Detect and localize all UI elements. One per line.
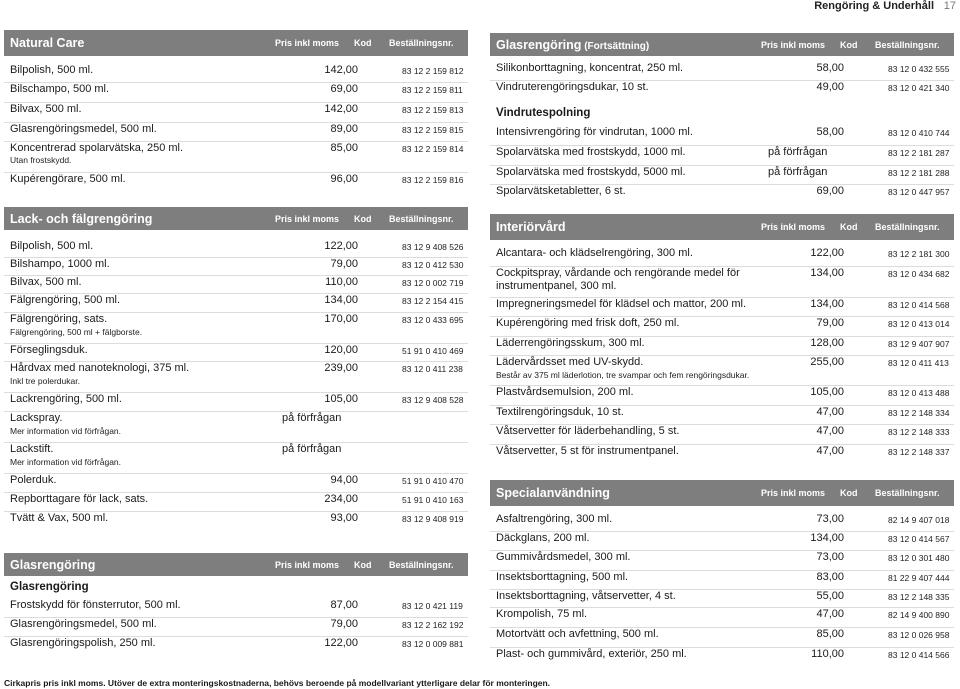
product-price: 47,00 — [816, 406, 844, 418]
product-row — [4, 344, 468, 362]
product-row — [4, 313, 468, 344]
section-title — [496, 38, 649, 52]
product-price: 47,00 — [816, 425, 844, 437]
product-note: Mer information vid förfrågan. — [10, 457, 122, 467]
order-number: 83 12 0 411 413 — [888, 358, 949, 368]
product-price: på förfrågan — [768, 166, 828, 178]
page-number: 17 — [943, 0, 956, 12]
product-price: 85,00 — [330, 142, 358, 154]
product-price: 79,00 — [330, 618, 358, 630]
product-name: Alcantara- och klädselrengöring, 300 ml. — [496, 247, 693, 259]
product-price: 69,00 — [330, 83, 358, 95]
section-title — [10, 212, 152, 226]
product-row — [490, 445, 954, 463]
product-price: 87,00 — [330, 599, 358, 611]
product-row — [490, 356, 954, 386]
product-price: 170,00 — [324, 313, 358, 325]
order-number: 83 12 0 002 719 — [402, 278, 464, 288]
product-row — [4, 258, 468, 276]
product-name: Spolarvätsketabletter, 6 st. — [496, 185, 626, 197]
product-name: Insektsborttagning, 500 ml. — [496, 571, 629, 583]
product-price: 85,00 — [816, 628, 844, 640]
order-number: 83 12 2 159 813 — [402, 105, 464, 115]
product-price: på förfrågan — [282, 412, 342, 424]
order-number: 83 12 0 414 567 — [888, 534, 950, 544]
product-price: 122,00 — [810, 247, 844, 259]
product-price: 142,00 — [324, 64, 358, 76]
product-price: 122,00 — [324, 637, 358, 649]
product-name: Våtservetter för läderbehandling, 5 st. — [496, 425, 680, 437]
product-row — [4, 294, 468, 313]
product-name: Tvätt & Vax, 500 ml. — [10, 512, 109, 524]
section-title-text: Interiörvård — [496, 220, 566, 234]
price-column-header: Pris inkl moms — [761, 39, 826, 50]
product-row — [490, 571, 954, 590]
product-note: Består av 375 ml läderlotion, tre svampar och fem rengöringsdukar. — [496, 370, 750, 380]
product-price: 49,00 — [816, 81, 844, 93]
product-price: 128,00 — [810, 337, 844, 349]
product-row — [4, 618, 468, 637]
product-name: Intensivrengöring för vindrutan, 1000 ml. — [496, 126, 693, 138]
product-row — [490, 551, 954, 571]
product-row — [4, 173, 468, 190]
section-title-text: Natural Care — [10, 36, 85, 50]
product-name: Asfaltrengöring, 300 ml. — [496, 513, 613, 525]
section-title — [496, 220, 565, 234]
section-header — [4, 207, 468, 230]
product-name: Bilpolish, 500 ml. — [10, 64, 94, 76]
product-note: Inkl tre polerdukar. — [10, 376, 80, 386]
product-name: Polerduk. — [10, 474, 57, 486]
product-row — [4, 142, 468, 173]
section-header — [490, 214, 954, 240]
order-number: 83 12 0 414 568 — [888, 300, 950, 310]
product-note: Mer information vid förfrågan. — [10, 426, 122, 436]
product-row — [4, 512, 468, 530]
order-column-header: Beställningsnr. — [389, 559, 454, 570]
product-name: Bilvax, 500 ml. — [10, 103, 82, 115]
section-title-text: Lack- och fälgrengöring — [10, 211, 153, 226]
order-number: 83 12 2 148 333 — [888, 427, 950, 437]
order-column-header: Beställningsnr. — [389, 38, 454, 48]
product-row — [490, 608, 954, 628]
product-name: Motortvätt och avfettning, 500 ml. — [496, 628, 659, 640]
product-row — [4, 474, 468, 493]
product-row — [4, 599, 468, 618]
order-number: 83 12 2 181 300 — [888, 249, 950, 259]
product-price: 110,00 — [325, 276, 358, 288]
order-number: 81 22 9 407 444 — [888, 573, 950, 583]
product-row — [4, 493, 468, 512]
product-price: 93,00 — [330, 512, 358, 524]
code-column-header: Kod — [354, 213, 372, 224]
product-name: Glasrengöringspolish, 250 ml. — [10, 637, 156, 649]
section-title-text: Glasrengöring — [10, 557, 96, 572]
product-name: Hårdvax med nanoteknologi, 375 ml. — [10, 362, 190, 374]
order-number: 83 12 0 413 014 — [888, 319, 950, 329]
order-column-header: Beställningsnr. — [875, 222, 940, 232]
order-number: 83 12 2 159 812 — [402, 66, 464, 76]
footer-note: Cirkapris pris inkl moms. Utöver de extra monteringskostnaderna, behövs beroende på modellvariant ytterligare delar för monteringen. — [4, 678, 551, 688]
order-number: 83 12 0 026 958 — [888, 630, 950, 640]
section-title-text: Specialanvändning — [496, 486, 610, 500]
product-row — [490, 425, 954, 445]
product-row — [4, 393, 468, 412]
product-name: Bilschampo, 500 ml. — [10, 83, 110, 95]
product-name: Läderrengöringsskum, 300 ml. — [496, 337, 645, 349]
section-natural_care — [4, 30, 468, 185]
product-row — [4, 276, 468, 294]
order-number: 83 12 9 408 528 — [402, 395, 464, 405]
code-column-header: Kod — [840, 222, 858, 232]
section-header — [4, 553, 468, 576]
price-column-header: Pris inkl moms — [275, 213, 340, 224]
product-row — [490, 532, 954, 551]
product-price: 134,00 — [810, 298, 844, 310]
order-number: 83 12 0 412 530 — [402, 260, 464, 270]
product-row — [4, 64, 468, 83]
product-name: Insektsborttagning, våtservetter, 4 st. — [496, 590, 676, 602]
product-row — [4, 637, 468, 655]
order-number: 83 12 0 434 682 — [888, 269, 950, 279]
product-name: Cockpitspray, vårdande och rengörande medel för instrumentpanel, 300 ml. — [496, 267, 740, 292]
order-number: 51 91 0 410 163 — [402, 495, 464, 505]
product-name: Textilrengöringsduk, 10 st. — [496, 406, 624, 418]
price-column-header: Pris inkl moms — [761, 488, 826, 498]
product-price: 89,00 — [330, 123, 358, 135]
product-name: Våtservetter, 5 st för instrumentpanel. — [496, 445, 679, 457]
product-name: Kupérengöring med frisk doft, 250 ml. — [496, 317, 680, 329]
order-number: 83 12 9 408 526 — [402, 242, 464, 252]
section-header — [490, 480, 954, 506]
product-price: 58,00 — [816, 62, 844, 74]
price-column-header: Pris inkl moms — [275, 559, 340, 570]
product-name: Bilpolish, 500 ml. — [10, 240, 94, 252]
subheading-row — [490, 107, 954, 123]
section-title — [10, 36, 84, 50]
product-name: Plastvårdsemulsion, 200 ml. — [496, 386, 634, 398]
order-number: 83 12 2 162 192 — [402, 620, 464, 630]
product-row — [4, 103, 468, 123]
order-number: 83 12 9 407 907 — [888, 339, 950, 349]
product-price: 142,00 — [324, 103, 358, 115]
section-title — [10, 558, 95, 572]
product-price: på förfrågan — [768, 146, 828, 158]
product-row — [490, 166, 954, 185]
order-number: 83 12 2 181 287 — [888, 148, 950, 158]
order-number: 83 12 2 148 335 — [888, 592, 950, 602]
subheading: Glasrengöring — [10, 581, 89, 593]
order-number: 83 12 0 432 555 — [888, 64, 950, 74]
product-name: Förseglingsduk. — [10, 344, 88, 356]
product-row — [490, 62, 954, 81]
product-name: Glasrengöringsmedel, 500 ml. — [10, 123, 157, 135]
product-price: på förfrågan — [282, 443, 342, 455]
product-row — [4, 443, 468, 474]
page-title: Rengöring & Underhåll — [814, 0, 934, 12]
order-number: 83 12 0 421 340 — [888, 83, 950, 93]
section-interior — [490, 214, 954, 457]
product-name: Repborttagare för lack, sats. — [10, 493, 149, 505]
order-number: 83 12 0 433 695 — [402, 315, 464, 325]
subheading: Vindrutespolning — [496, 107, 591, 119]
product-price: 94,00 — [330, 474, 358, 486]
order-number: 82 14 9 400 890 — [888, 610, 950, 620]
product-price: 96,00 — [330, 173, 358, 185]
order-number: 83 12 0 421 119 — [402, 601, 463, 611]
product-row — [4, 240, 468, 258]
order-number: 51 91 0 410 470 — [402, 476, 464, 486]
product-name: Lackrengöring, 500 ml. — [10, 393, 122, 405]
order-number: 83 12 2 148 334 — [888, 408, 950, 418]
order-number: 83 12 2 154 415 — [402, 296, 464, 306]
product-name: Spolarvätska med frostskydd, 1000 ml. — [496, 146, 686, 158]
product-row — [490, 628, 954, 648]
section-header — [490, 33, 954, 56]
order-number: 51 91 0 410 469 — [402, 346, 464, 356]
product-row — [490, 590, 954, 608]
order-number: 83 12 0 447 957 — [888, 187, 950, 197]
product-price: 255,00 — [810, 356, 844, 368]
product-name: Lädervårdsset med UV-skydd. — [496, 356, 644, 368]
product-price: 122,00 — [324, 240, 358, 252]
subheading-row — [4, 581, 468, 597]
product-price: 79,00 — [816, 317, 844, 329]
product-name: Impregneringsmedel för klädsel och mattor, 200 ml. — [496, 298, 747, 310]
product-row — [490, 185, 954, 203]
code-column-header: Kod — [840, 39, 858, 50]
section-title-text: Glasrengöring — [496, 37, 582, 52]
product-name: Koncentrerad spolarvätska, 250 ml. — [10, 142, 184, 154]
product-price: 73,00 — [816, 551, 844, 563]
product-name: Gummivårdsmedel, 300 ml. — [496, 551, 631, 563]
product-row — [4, 362, 468, 393]
order-column-header: Beställningsnr. — [875, 488, 940, 498]
code-column-header: Kod — [840, 488, 858, 498]
order-number: 83 12 0 009 881 — [402, 639, 464, 649]
product-note: Fälgrengöring, 500 ml + fälgborste. — [10, 327, 143, 337]
section-glas_cont — [490, 33, 954, 197]
product-row — [490, 648, 954, 665]
page-header — [0, 0, 960, 15]
product-price: 234,00 — [324, 493, 358, 505]
order-number: 83 12 2 159 816 — [402, 175, 464, 185]
product-price: 73,00 — [816, 513, 844, 525]
section-header — [4, 30, 468, 56]
product-name: Silikonborttagning, koncentrat, 250 ml. — [496, 62, 684, 74]
order-number: 83 12 2 159 811 — [402, 85, 463, 95]
product-price: 55,00 — [816, 590, 844, 602]
product-name: Glasrengöringsmedel, 500 ml. — [10, 618, 157, 630]
product-row — [490, 406, 954, 425]
product-price: 239,00 — [324, 362, 358, 374]
order-number: 83 12 0 301 480 — [888, 553, 950, 563]
price-column-header: Pris inkl moms — [761, 222, 826, 232]
product-price: 105,00 — [324, 393, 358, 405]
order-number: 83 12 0 413 488 — [888, 388, 950, 398]
product-row — [490, 386, 954, 406]
product-price: 105,00 — [810, 386, 844, 398]
product-price: 110,00 — [811, 648, 844, 660]
code-column-header: Kod — [354, 559, 372, 570]
product-name: Däckglans, 200 ml. — [496, 532, 590, 544]
order-number: 83 12 0 411 238 — [402, 364, 463, 374]
code-column-header: Kod — [354, 38, 372, 48]
product-price: 47,00 — [816, 608, 844, 620]
product-row — [490, 298, 954, 317]
product-name: Lackspray. — [10, 412, 63, 424]
product-name: Bilvax, 500 ml. — [10, 276, 82, 288]
product-name: Spolarvätska med frostskydd, 5000 ml. — [496, 166, 686, 178]
order-number: 83 12 2 181 288 — [888, 168, 950, 178]
product-row — [4, 412, 468, 443]
order-number: 83 12 9 408 919 — [402, 514, 464, 524]
product-name: Krompolish, 75 ml. — [496, 608, 588, 620]
product-name: Vindruterengöringsdukar, 10 st. — [496, 81, 649, 93]
product-row — [4, 83, 468, 103]
product-name: Kupérengörare, 500 ml. — [10, 173, 126, 185]
product-row — [490, 317, 954, 337]
product-row — [490, 81, 954, 99]
section-title-suffix: (Fortsättning) — [581, 40, 650, 52]
product-price: 134,00 — [810, 532, 844, 544]
product-name: Fälgrengöring, sats. — [10, 313, 108, 325]
product-price: 83,00 — [816, 571, 844, 583]
product-row — [490, 126, 954, 146]
order-number: 83 12 2 148 337 — [888, 447, 950, 457]
order-number: 83 12 2 159 815 — [402, 125, 464, 135]
order-number: 83 12 0 414 566 — [888, 650, 950, 660]
price-column-header: Pris inkl moms — [275, 38, 340, 48]
product-name: Lackstift. — [10, 443, 54, 455]
product-price: 69,00 — [816, 185, 844, 197]
product-price: 134,00 — [324, 294, 358, 306]
product-price: 120,00 — [324, 344, 358, 356]
section-lack — [4, 207, 468, 524]
product-row — [490, 146, 954, 166]
product-row — [4, 123, 468, 142]
order-number: 83 12 2 159 814 — [402, 144, 464, 154]
section-title — [496, 486, 610, 500]
product-name: Frostskydd för fönsterrutor, 500 ml. — [10, 599, 181, 611]
product-row — [490, 247, 954, 267]
product-row — [490, 337, 954, 356]
product-name: Fälgrengöring, 500 ml. — [10, 294, 121, 306]
product-name: Plast- och gummivård, exteriör, 250 ml. — [496, 648, 687, 660]
order-column-header: Beställningsnr. — [875, 39, 940, 50]
order-column-header: Beställningsnr. — [389, 213, 454, 224]
order-number: 82 14 9 407 018 — [888, 515, 950, 525]
section-special — [490, 480, 954, 660]
product-price: 134,00 — [810, 267, 844, 279]
product-price: 79,00 — [330, 258, 358, 270]
product-row — [490, 267, 954, 298]
order-number: 83 12 0 410 744 — [888, 128, 950, 138]
product-price: 47,00 — [816, 445, 844, 457]
product-name: Bilshampo, 1000 ml. — [10, 258, 110, 270]
product-price: 58,00 — [816, 126, 844, 138]
product-row — [490, 513, 954, 532]
product-note: Utan frostskydd. — [10, 155, 72, 165]
section-glas — [4, 553, 468, 649]
